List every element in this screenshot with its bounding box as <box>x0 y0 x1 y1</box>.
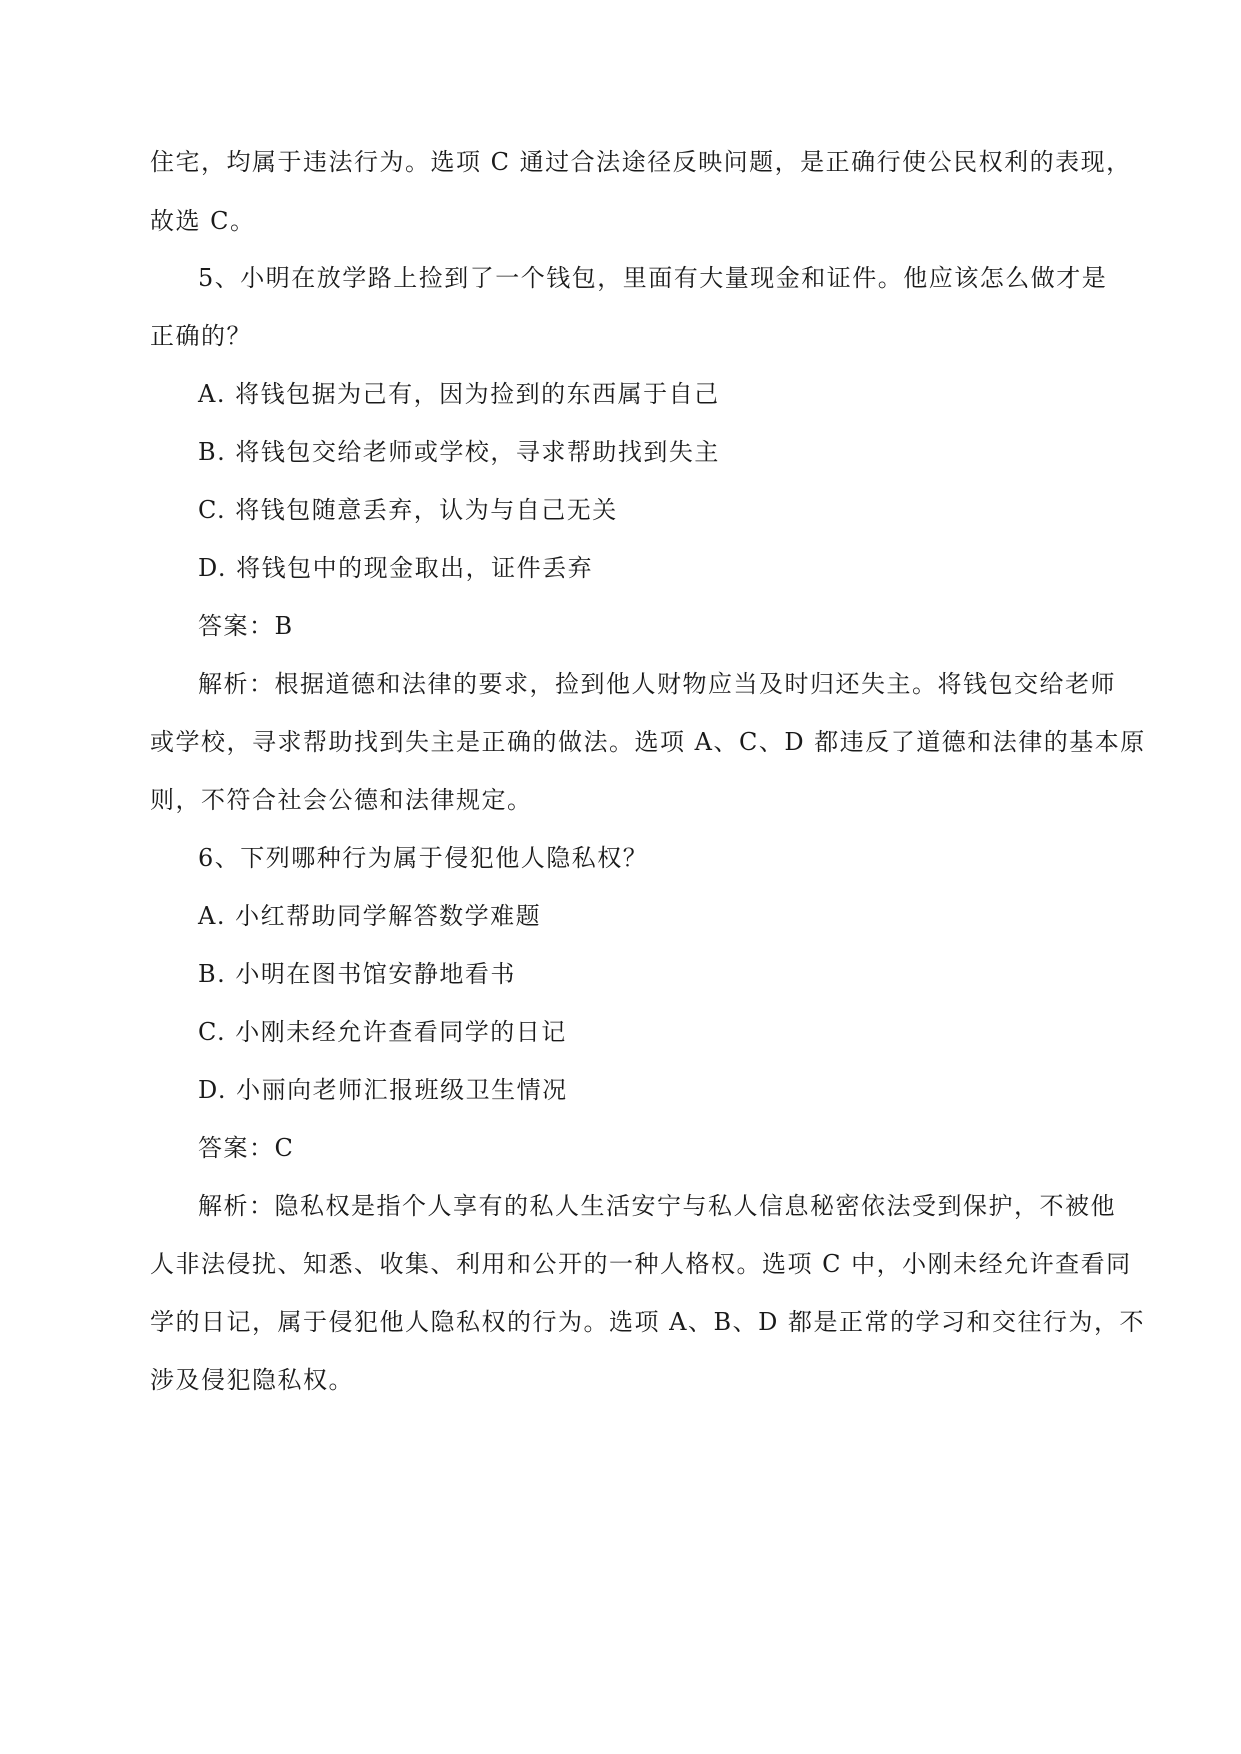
question-5-analysis-line-2: 或学校，寻求帮助找到失主是正确的做法。选项 A、C、D 都违反了道德和法律的基本原 <box>150 728 1146 756</box>
continuation-line-1: 住宅，均属于违法行为。选项 C 通过合法途径反映问题，是正确行使公民权利的表现， <box>150 148 1132 176</box>
question-6-option-d: D. 小丽向老师汇报班级卫生情况 <box>198 1076 568 1104</box>
question-5-option-c: C. 将钱包随意丢弃，认为与自己无关 <box>198 496 618 524</box>
question-5-option-b: B. 将钱包交给老师或学校，寻求帮助找到失主 <box>198 438 720 466</box>
question-5-stem-line-1: 5、小明在放学路上捡到了一个钱包，里面有大量现金和证件。他应该怎么做才是 <box>198 264 1108 292</box>
question-6-option-c: C. 小刚未经允许查看同学的日记 <box>198 1018 567 1046</box>
continuation-line-2: 故选 C。 <box>150 207 256 235</box>
question-5-option-a: A. 将钱包据为己有，因为捡到的东西属于自己 <box>198 380 720 408</box>
question-6-option-b: B. 小明在图书馆安静地看书 <box>198 960 516 988</box>
question-6-answer: 答案：C <box>198 1134 295 1162</box>
question-6-analysis-line-3: 学的日记，属于侵犯他人隐私权的行为。选项 A、B、D 都是正常的学习和交往行为，不 <box>150 1308 1145 1336</box>
question-5-stem-line-2: 正确的？ <box>150 322 252 350</box>
question-5-option-d: D. 将钱包中的现金取出，证件丢弃 <box>198 554 594 582</box>
question-6-stem: 6、下列哪种行为属于侵犯他人隐私权？ <box>198 844 649 872</box>
question-5-analysis-line-1: 解析：根据道德和法律的要求，捡到他人财物应当及时归还失主。将钱包交给老师 <box>198 670 1116 698</box>
question-6-analysis-line-4: 涉及侵犯隐私权。 <box>150 1366 354 1394</box>
question-5-answer: 答案：B <box>198 612 294 640</box>
question-6-analysis-line-2: 人非法侵扰、知悉、收集、利用和公开的一种人格权。选项 C 中，小刚未经允许查看同 <box>150 1250 1132 1278</box>
question-5-analysis-line-3: 则，不符合社会公德和法律规定。 <box>150 786 533 814</box>
question-6-option-a: A. 小红帮助同学解答数学难题 <box>198 902 542 930</box>
question-6-analysis-line-1: 解析：隐私权是指个人享有的私人生活安宁与私人信息秘密依法受到保护，不被他 <box>198 1192 1116 1220</box>
